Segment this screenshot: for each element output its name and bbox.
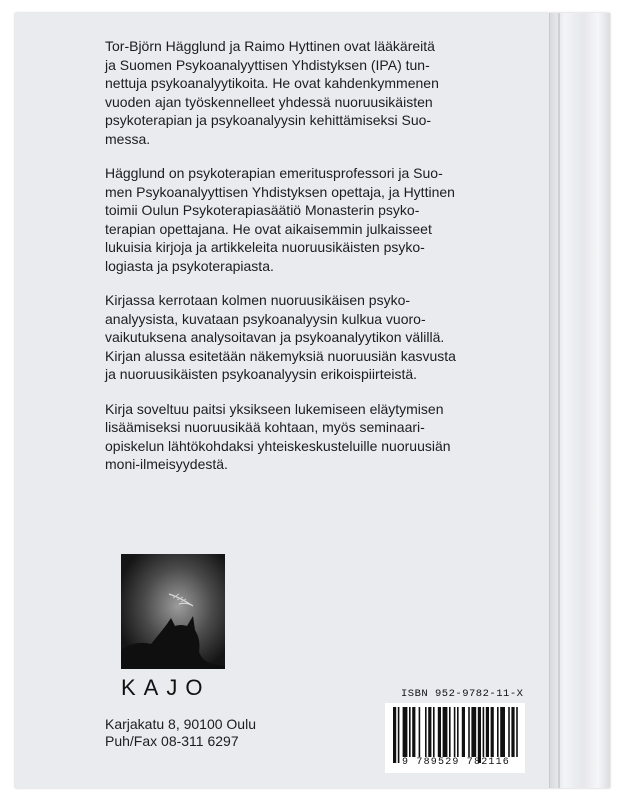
text-line: messa. [105, 130, 151, 147]
barcode-bar [398, 707, 400, 763]
barcode-bar [454, 707, 456, 757]
text-line: ja nuoruusikäisten psykoanalyysin erikoispiirteistä. [105, 366, 418, 382]
blurb-paragraph-4 [105, 400, 515, 474]
text-line: psykoterapian ja psykoanalyysin kehittämiseksi Suo- [105, 112, 432, 128]
cat-silhouette-icon [121, 554, 225, 669]
publisher-logo-image [121, 554, 225, 669]
text-line: Hägglund on psykoterapian emeritusprofessori ja Suo- [105, 165, 443, 181]
barcode-bar [478, 707, 481, 763]
book-spine [549, 13, 610, 788]
text-line: analyysista, kuvataan psykoanalyysin kulkua vuoro- [105, 310, 426, 327]
barcode-bar [419, 707, 421, 757]
barcode-bar [468, 707, 470, 757]
barcode-bar [403, 707, 408, 757]
barcode-bar [500, 707, 505, 757]
barcode-bar [449, 707, 451, 757]
barcode-bar [508, 707, 510, 757]
blurb-paragraph-1 [105, 37, 515, 148]
barcode-bar [486, 707, 489, 757]
barcode-bar [438, 707, 441, 757]
publisher-address [105, 716, 256, 750]
spine-groove [558, 13, 560, 788]
text-line: vuoden ajan työskennelleet yhdessä nuoruusikäisten [105, 93, 433, 110]
text-line: ja Suomen Psykoanalyyttisen Yhdistyksen (IPA) tun- [105, 56, 430, 73]
text-line: Kirja soveltuu paitsi yksikseen lukemiseen eläytymisen [105, 400, 444, 417]
address-line: Karjakatu 8, 90100 Oulu [105, 716, 256, 732]
barcode-bar [409, 707, 411, 757]
text-line: logiasta ja psykoterapiasta. [105, 257, 274, 274]
barcode-bar [428, 707, 431, 757]
blurb-paragraph-2 [105, 164, 515, 275]
barcode-bar [462, 707, 465, 757]
text-line: toimii Oulun Psykoterapiasäätiö Monasterin psyko- [105, 202, 420, 218]
blurb-paragraph-3 [105, 291, 515, 384]
barcode-bar [425, 707, 427, 757]
publisher-logo-text: KAJO [121, 675, 211, 700]
barcode-bar [497, 707, 499, 757]
isbn-label: ISBN 952-9782-11-X [401, 688, 524, 700]
barcode-bar [511, 707, 514, 757]
text-line: vaikutuksena analysoitavan ja psykoanalyytikon välillä. [105, 329, 445, 345]
barcode-bar [516, 707, 518, 757]
text-line: Tor-Björn Hägglund ja Raimo Hyttinen ovat lääkäreitä [105, 38, 435, 54]
text-line: lisäämiseksi nuoruusikää kohtaan, myös seminaari- [105, 419, 425, 435]
blurb-text [105, 37, 515, 490]
barcode-bar [483, 707, 485, 757]
back-cover [15, 13, 610, 788]
barcode-digits: 9 789529 782116 [401, 757, 510, 768]
barcode-bar [457, 707, 459, 757]
text-line: Kirjan alussa esitetään näkemyksiä nuoruusiän kasvusta [105, 347, 456, 364]
text-line: opiskelun lähtökohdaksi yhteiskeskusteluille nuoruusiän [105, 437, 451, 454]
barcode-bar [443, 707, 448, 757]
text-line: terapian opettajana. He ovat aikaisemmin julkaisseet [105, 220, 432, 237]
text-line: men Psykoanalyyttisen Yhdistyksen opettaja, ja Hyttinen [105, 183, 455, 200]
text-line: lukuisia kirjoja ja artikkeleita nuoruusikäisten psyko- [105, 239, 425, 255]
barcode-bar [491, 707, 494, 757]
barcode-bar [393, 707, 396, 763]
text-line: nettuja psykoanalyytikoita. He ovat kahdenkymmenen [105, 75, 439, 91]
barcode-bar [433, 707, 435, 757]
barcode-bar [471, 707, 476, 757]
text-line: Kirjassa kerrotaan kolmen nuoruusikäisen psyko- [105, 292, 411, 308]
barcode-bar [412, 707, 415, 757]
phone-fax-line: Puh/Fax 08-311 6297 [105, 733, 239, 749]
text-line: moni-ilmeisyydestä. [105, 456, 228, 472]
